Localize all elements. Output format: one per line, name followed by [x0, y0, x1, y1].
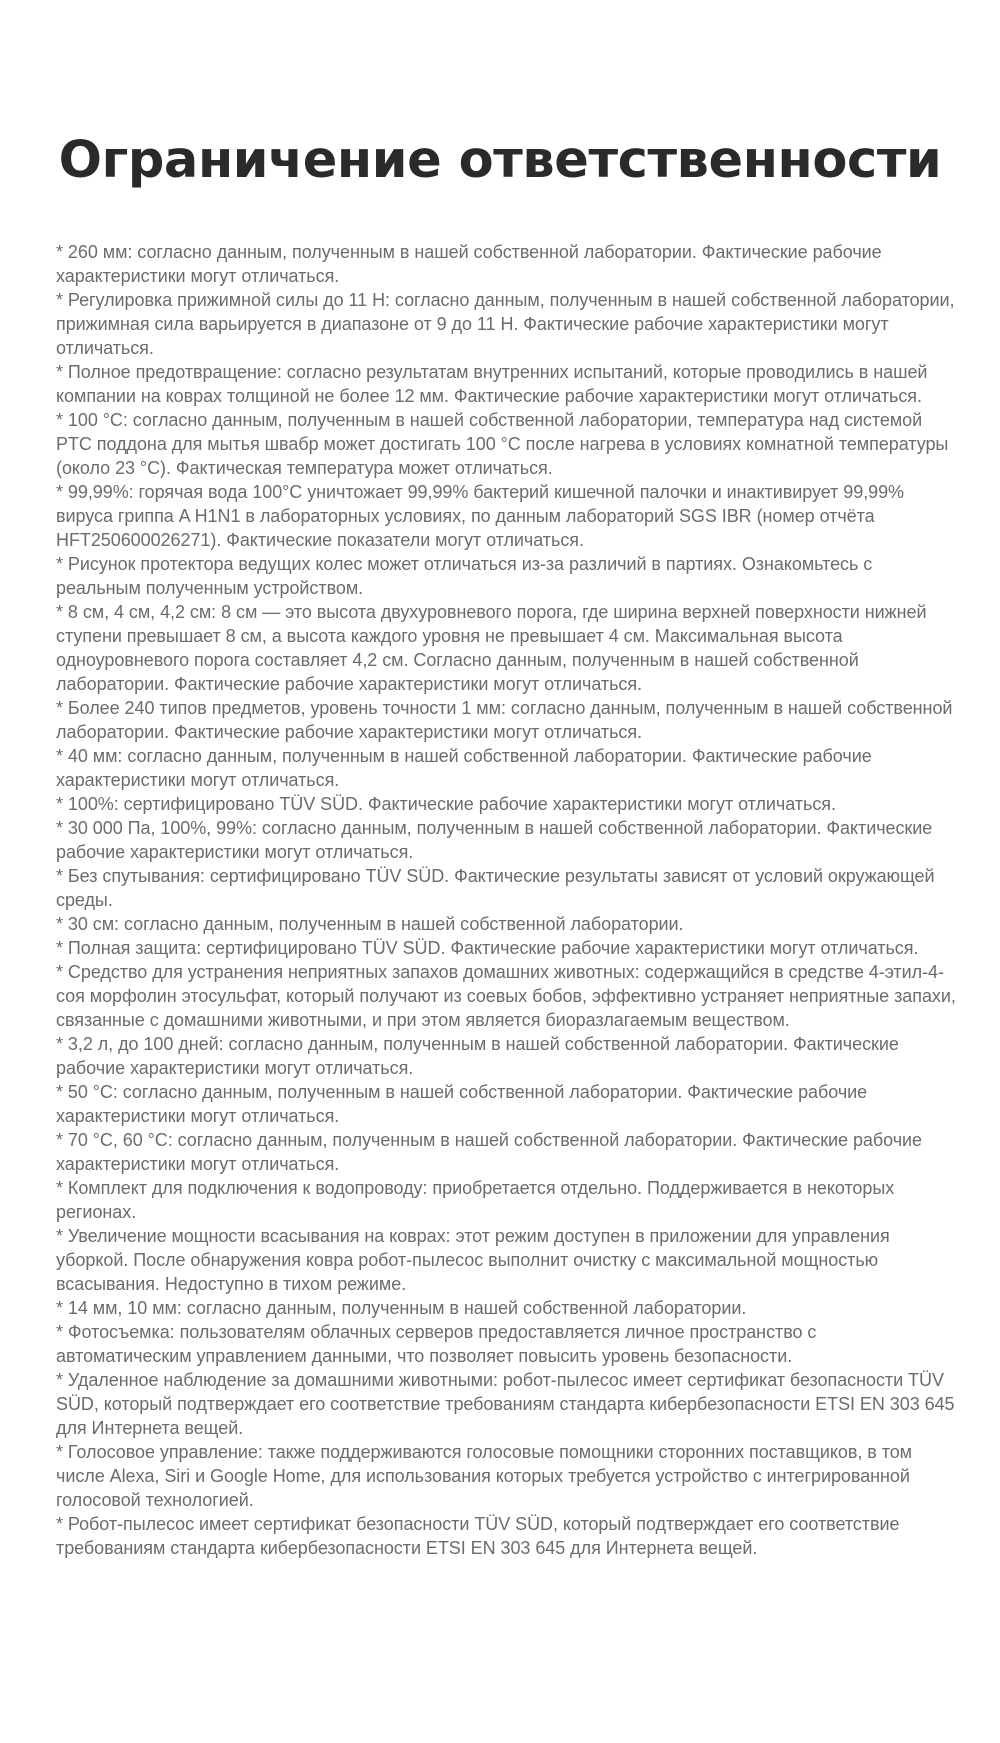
disclaimer-note: * Регулировка прижимной силы до 11 Н: согласно данным, полученным в нашей собственной лаборатории, прижимная сила варьируется в диапазоне от 9 до 11 Н. Фактические рабочие характеристики могут отличаться. — [56, 290, 955, 358]
disclaimer-note: * Голосовое управление: также поддерживаются голосовые помощники сторонних поставщиков, в том числе Alexa, Siri и Google Home, для использования которых требуется устройство с интегрированной голосовой технологией. — [56, 1442, 912, 1510]
disclaimer-note: * Увеличение мощности всасывания на коврах: этот режим доступен в приложении для управления уборкой. После обнаружения ковра робот-пылесос выполнит очистку с максимальной мощностью всасывания. Недоступно в тихом режиме. — [56, 1226, 890, 1294]
disclaimer-note: * 8 см, 4 см, 4,2 см: 8 см — это высота двухуровневого порога, где ширина верхней поверхности нижней ступени превышает 8 см, а высота каждого уровня не превышает 4 см. Максимальная высота одноуровневого порога составляет 4,2 см. Согласно данным, полученным в нашей собственной лаборатории. Фактические рабочие характеристики могут отличаться. — [56, 602, 927, 694]
disclaimer-note: * Комплект для подключения к водопроводу: приобретается отдельно. Поддерживается в некоторых регионах. — [56, 1178, 895, 1222]
disclaimer-note: * 50 °C: согласно данным, полученным в нашей собственной лаборатории. Фактические рабочие характеристики могут отличаться. — [56, 1082, 868, 1126]
disclaimer-note: * 260 мм: согласно данным, полученным в нашей собственной лаборатории. Фактические рабочие характеристики могут отличаться. — [56, 242, 882, 286]
disclaimer-note: * 100%: сертифицировано TÜV SÜD. Фактические рабочие характеристики могут отличаться. — [56, 794, 836, 814]
disclaimer-note: * 99,99%: горячая вода 100°C уничтожает 99,99% бактерий кишечной палочки и инактивирует 99,99% вируса гриппа A H1N1 в лабораторных условиях, по данным лабораторий SGS IBR (номер отчёта HFT250600026271). Фактические показатели могут отличаться. — [56, 482, 905, 550]
disclaimer-note: * Рисунок протектора ведущих колес может отличаться из-за различий в партиях. Ознакомьтесь с реальным полученным устройством. — [56, 554, 873, 598]
disclaimer-notes-list — [56, 240, 956, 1560]
disclaimer-note: * 40 мм: согласно данным, полученным в нашей собственной лаборатории. Фактические рабочие характеристики могут отличаться. — [56, 746, 872, 790]
disclaimer-note: * Средство для устранения неприятных запахов домашних животных: содержащийся в средстве 4-этил-4-соя морфолин этосульфат, который получают из соевых бобов, эффективно устраняет неприятные запахи, связанные с домашними животными, и при этом является биоразлагаемым веществом. — [56, 962, 956, 1030]
disclaimer-note: * 100 °C: согласно данным, полученным в нашей собственной лаборатории, температура над системой PTC поддона для мытья швабр может достигать 100 °C после нагрева в условиях комнатной температуры (около 23 °C). Фактическая температура может отличаться. — [56, 410, 949, 478]
disclaimer-note: * Фотосъемка: пользователям облачных серверов предоставляется личное пространство с автоматическим управлением данными, что позволяет повысить уровень безопасности. — [56, 1322, 817, 1366]
disclaimer-note: * Робот-пылесос имеет сертификат безопасности TÜV SÜD, который подтверждает его соответствие требованиям стандарта кибербезопасности ETSI EN 303 645 для Интернета вещей. — [56, 1514, 900, 1558]
disclaimer-note: * 70 °C, 60 °C: согласно данным, полученным в нашей собственной лаборатории. Фактические рабочие характеристики могут отличаться. — [56, 1130, 922, 1174]
disclaimer-note: * Удаленное наблюдение за домашними животными: робот-пылесос имеет сертификат безопасности TÜV SÜD, который подтверждает его соответствие требованиям стандарта кибербезопасности ETSI EN 303 645 для Интернета вещей. — [56, 1370, 955, 1438]
disclaimer-note: * Без спутывания: сертифицировано TÜV SÜD. Фактические результаты зависят от условий окружающей среды. — [56, 866, 935, 910]
disclaimer-note: * 14 мм, 10 мм: согласно данным, полученным в нашей собственной лаборатории. — [56, 1298, 747, 1318]
disclaimer-note: * 30 см: согласно данным, полученным в нашей собственной лаборатории. — [56, 914, 684, 934]
disclaimer-note: * Полное предотвращение: согласно результатам внутренних испытаний, которые проводились в нашей компании на коврах толщиной не более 12 мм. Фактические рабочие характеристики могут отличаться. — [56, 362, 928, 406]
disclaimer-note: * Более 240 типов предметов, уровень точности 1 мм: согласно данным, полученным в нашей собственной лаборатории. Фактические рабочие характеристики могут отличаться. — [56, 698, 953, 742]
page-title: Ограничение ответственности — [58, 131, 942, 190]
disclaimer-note: * Полная защита: сертифицировано TÜV SÜD. Фактические рабочие характеристики могут отличаться. — [56, 938, 919, 958]
disclaimer-note: * 30 000 Па, 100%, 99%: согласно данным, полученным в нашей собственной лаборатории. Фактические рабочие характеристики могут отличаться. — [56, 818, 933, 862]
disclaimer-note: * 3,2 л, до 100 дней: согласно данным, полученным в нашей собственной лаборатории. Фактические рабочие характеристики могут отличаться. — [56, 1034, 899, 1078]
